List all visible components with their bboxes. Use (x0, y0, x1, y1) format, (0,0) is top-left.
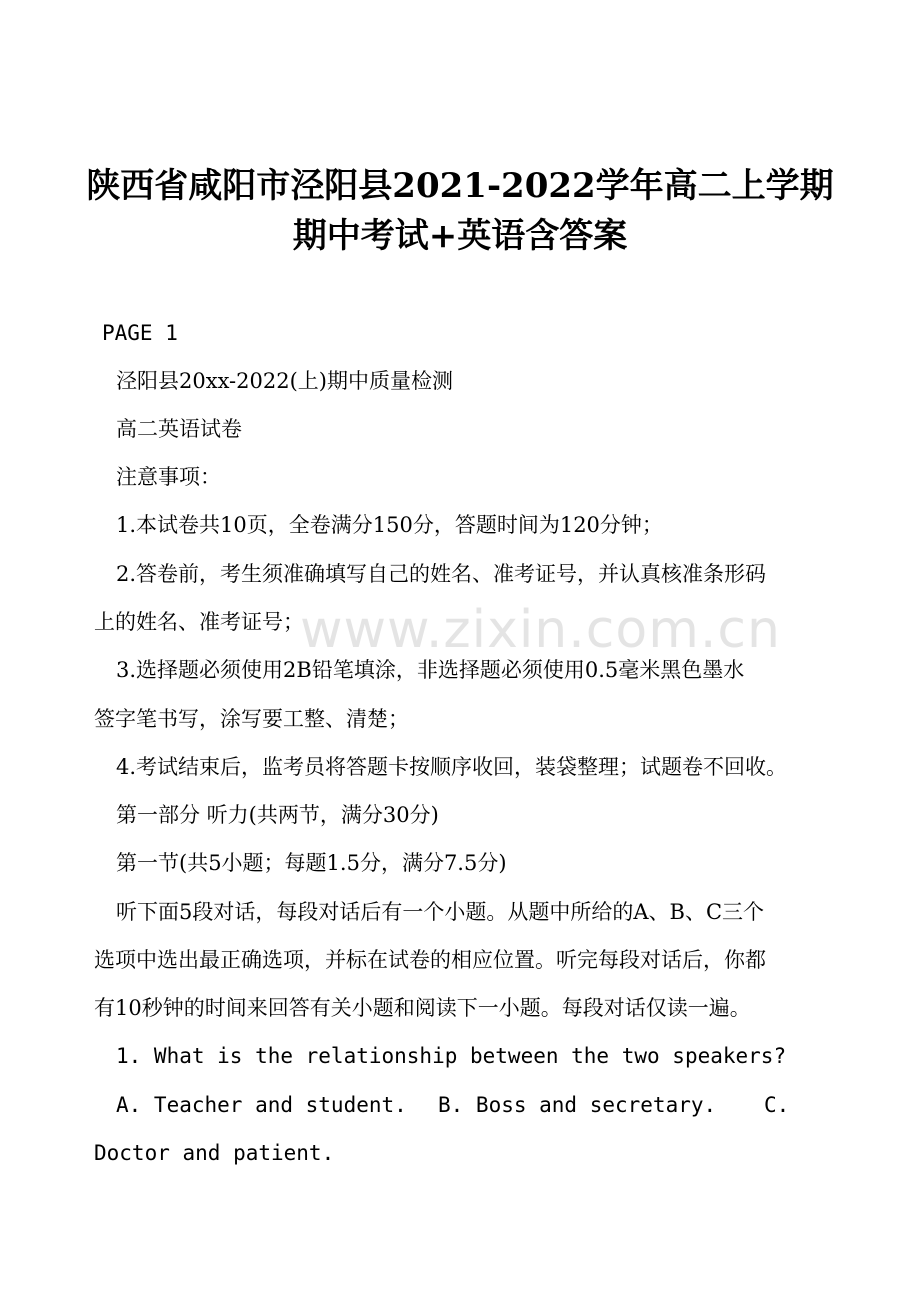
notice-item-3-line1: 3.选择题必须使用2B铅笔填涂，非选择题必须使用0.5毫米黑色墨水 (116, 658, 745, 682)
question-1-option-b: B. Boss and secretary. (438, 1093, 717, 1117)
question-1: 1. What is the relationship between the two speakers? (116, 1044, 787, 1068)
notice-item-4: 4.考试结束后，监考员将答题卡按顺序收回，装袋整理；试题卷不回收。 (116, 755, 788, 779)
question-1-option-a: A. Teacher and student. (116, 1093, 407, 1117)
document-title-line2: 期中考试+英语含答案 (292, 216, 628, 256)
notice-item-1: 1.本试卷共10页，全卷满分150分，答题时间为120分钟； (116, 513, 663, 537)
exam-header-line2: 高二英语试卷 (116, 417, 242, 441)
notice-item-3-line2: 签字笔书写，涂写要工整、清楚； (94, 707, 409, 731)
part-one-heading: 第一部分 听力(共两节，满分30分) (116, 803, 439, 827)
listening-instructions-line2: 选项中选出最正确选项，并标在试卷的相应位置。听完每段对话后，你都 (94, 948, 766, 972)
notice-item-2-line1: 2.答卷前，考生须准确填写自己的姓名、准考证号，并认真核准条形码 (116, 562, 767, 586)
exam-header-line1: 泾阳县20xx-2022(上)期中质量检测 (116, 369, 453, 393)
question-1-options-row (116, 1092, 876, 1118)
document-title-line1: 陕西省咸阳市泾阳县2021-2022学年高二上学期 (86, 166, 834, 206)
watermark-text: www.zixin.com.cn (300, 600, 781, 660)
question-1-option-c-text: Doctor and patient. (94, 1141, 335, 1165)
listening-instructions-line3: 有10秒钟的时间来回答有关小题和阅读下一小题。每段对话仅读一遍。 (94, 996, 751, 1020)
notice-title: 注意事项： (116, 465, 221, 489)
section-one-heading: 第一节(共5小题；每题1.5分，满分7.5分) (116, 851, 507, 875)
page-label: PAGE 1 (102, 321, 178, 345)
listening-instructions-line1: 听下面5段对话，每段对话后有一个小题。从题中所给的A、B、C三个 (116, 900, 765, 924)
question-1-option-c-label: C. (764, 1093, 790, 1117)
notice-item-2-line2: 上的姓名、准考证号； (94, 610, 304, 634)
